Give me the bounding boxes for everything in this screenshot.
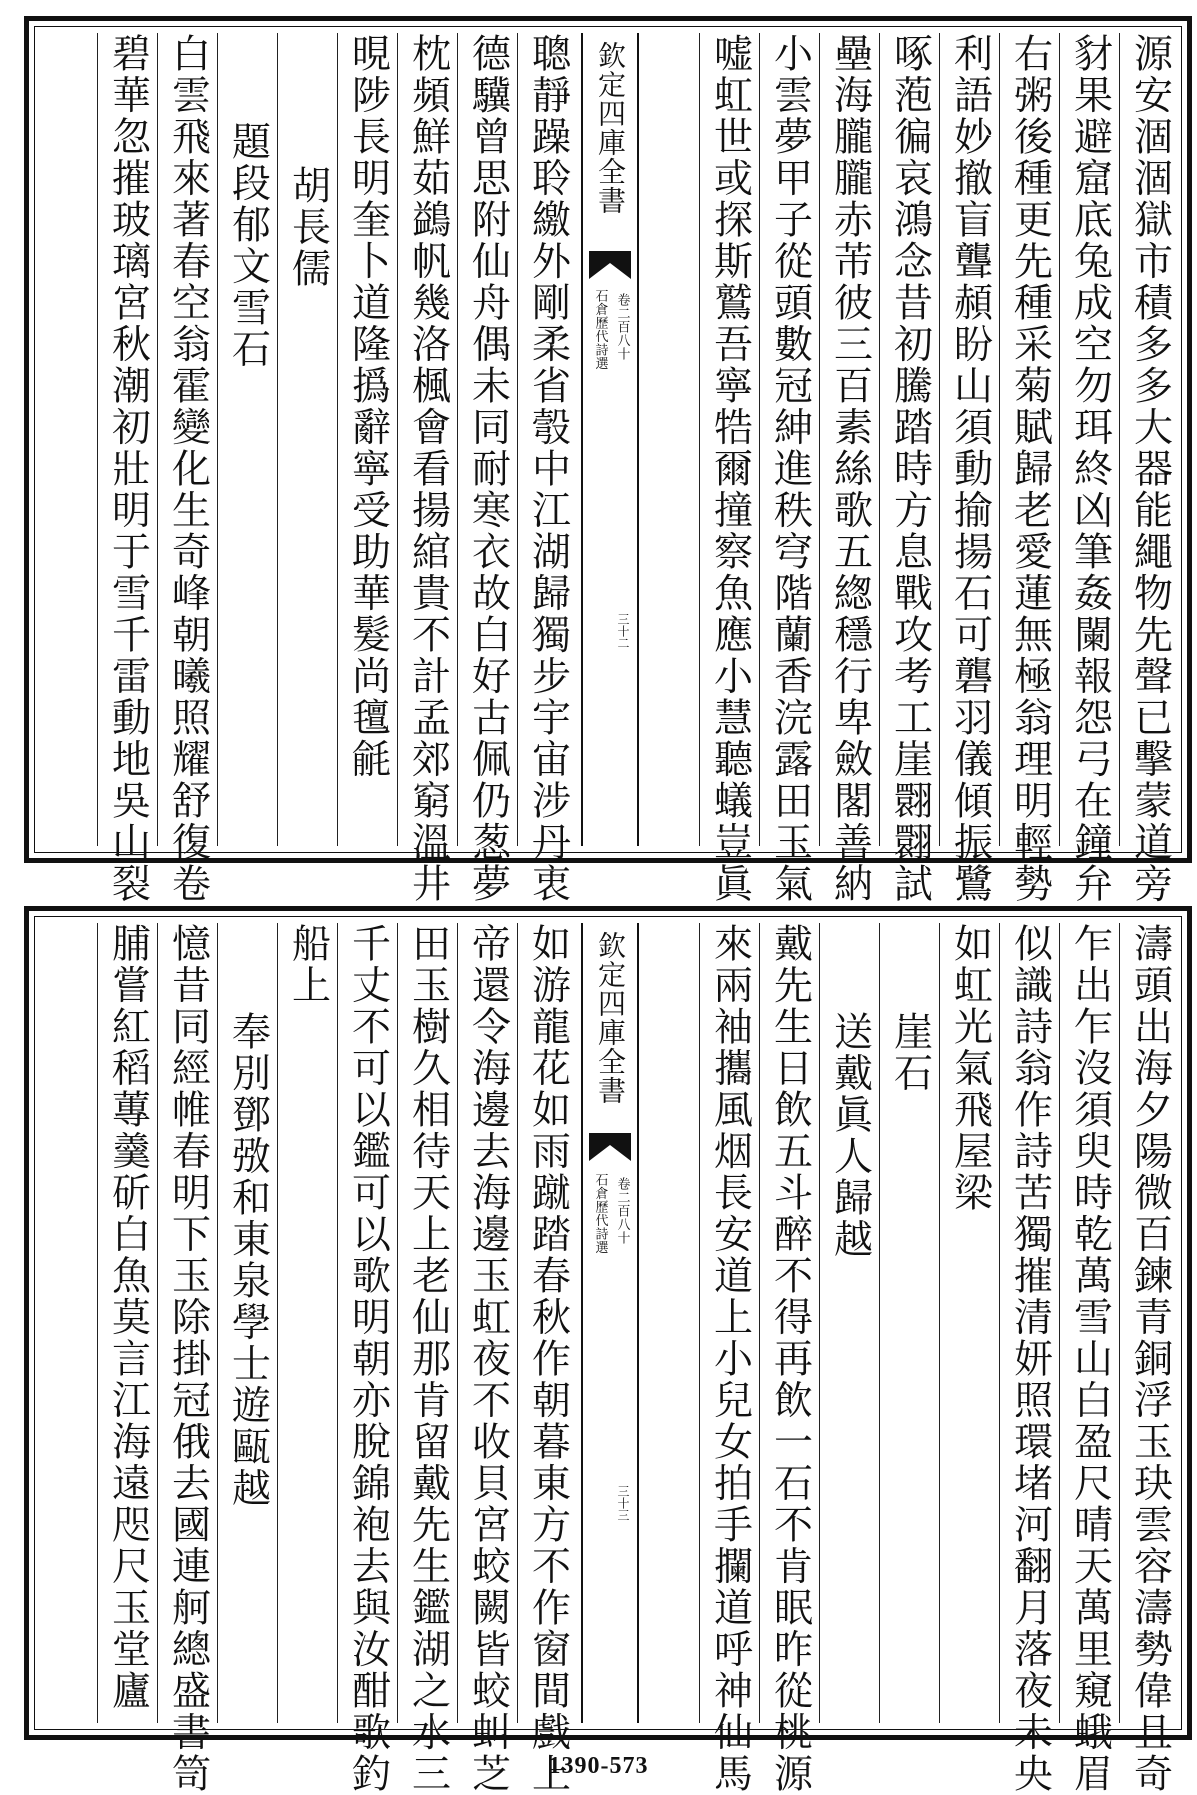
column-text: 聰靜躁聆繳外剛柔省彀中江湖歸獨步宇宙涉丹衷	[525, 33, 571, 905]
bottom-center-strip	[581, 923, 639, 1723]
bottom-page-number: 三十三	[616, 1485, 630, 1521]
text-column	[939, 33, 1000, 905]
column-text: 如游龍花如雨蹴踏春秋作朝暮東方不作窗間戲上	[525, 923, 571, 1795]
column-text: 脯嘗紅稻蓴羹斫白魚莫言江海遠咫尺玉堂廬	[105, 923, 151, 1712]
text-column	[277, 923, 338, 1723]
column-text: 題段郁文雪石	[225, 121, 271, 370]
column-text: 濤頭出海夕陽微百鍊青銅浮玉玦雲容濤勢偉且奇	[1127, 923, 1173, 1795]
text-column	[699, 33, 760, 905]
column-text: 送戴眞人歸越	[827, 1011, 873, 1260]
top-fish-tail-mark	[589, 251, 631, 279]
column-text: 胡長儒	[285, 165, 331, 290]
bottom-fish-tail-mark	[589, 1133, 631, 1161]
text-column	[217, 923, 278, 1723]
text-column	[759, 923, 820, 1795]
text-column	[517, 33, 578, 905]
column-text: 如虹光氣飛屋梁	[947, 923, 993, 1214]
text-column	[157, 33, 218, 905]
text-column	[517, 923, 578, 1795]
text-column	[759, 33, 820, 905]
text-column	[277, 33, 338, 846]
text-column	[999, 33, 1060, 905]
column-text: 奉別鄧㢸和東泉學士遊甌越	[225, 1011, 271, 1509]
text-column	[1059, 33, 1120, 905]
bottom-chapter: 卷二百八十	[614, 1177, 630, 1245]
top-page-number: 三十二	[616, 613, 630, 649]
column-text: 白雲飛來著春空翁霍變化生奇峰朝曦照耀舒復卷	[165, 33, 211, 905]
column-text: 憶昔同經帷春明下玉除掛冠俄去國連舸總盛書笥	[165, 923, 211, 1795]
top-book-title: 欽定四庫全書	[594, 41, 627, 215]
column-text: 德驥曾思附仙舟偶未同耐寒衣故白好古佩仍葱夢	[465, 33, 511, 905]
column-text: 田玉樹久相待天上老仙那肯留戴先生鑑湖之水三	[405, 923, 451, 1795]
text-column	[1059, 923, 1120, 1795]
column-text: 晛陟長明奎卜道隆撝辭寧受助華髮尚氊毹	[345, 33, 391, 780]
top-chapter: 卷二百八十	[614, 293, 630, 361]
text-column	[337, 923, 398, 1795]
text-column	[1119, 33, 1180, 905]
text-column	[157, 923, 218, 1795]
column-text: 帝還令海邊去海邊玉虹夜不收貝宮蛟闕皆蛟虯芝	[465, 923, 511, 1795]
column-text: 利語妙撤盲聾頳盼山須動揄揚石可礱羽儀傾振鷺	[947, 33, 993, 905]
column-text: 崖石	[887, 1011, 933, 1094]
text-column	[879, 33, 940, 905]
column-text: 船上	[285, 923, 331, 1006]
text-column	[1119, 923, 1180, 1795]
bottom-source: 石倉歷代詩選	[592, 1173, 608, 1254]
text-column	[457, 33, 518, 905]
text-column	[879, 923, 940, 1723]
column-text: 乍出乍沒須臾時乾萬雪山白盈尺晴天萬里窺蛾眉	[1067, 923, 1113, 1795]
text-column	[939, 923, 1000, 1723]
bottom-book-title: 欽定四庫全書	[594, 931, 627, 1105]
column-text: 枕頻鮮茹鷁帆幾洛楓會看揚綰貴不計孟郊窮溫井	[405, 33, 451, 905]
column-text: 來兩袖攜風烟長安道上小兒女拍手攔道呼神仙馬	[707, 923, 753, 1795]
top-source-chapter: 石倉歷代詩選	[592, 289, 608, 370]
text-column	[397, 33, 458, 905]
text-column	[457, 923, 518, 1795]
top-page	[24, 16, 1192, 905]
top-center-strip	[581, 33, 639, 846]
column-text: 碧華忽摧玻璃宮秋潮初壯明于雪千雷動地吳山裂	[105, 33, 151, 905]
text-column	[97, 923, 158, 1723]
column-text: 右粥後種更先種采菊賦歸老愛蓮無極翁理明輕勢	[1007, 33, 1053, 905]
column-text: 源安涸涸獄市積多多大器能繩物先聲已擊蒙道旁	[1127, 33, 1173, 905]
text-column	[819, 923, 880, 1723]
page-footer-number: 1390-573	[548, 1753, 649, 1779]
column-text: 小雲夢甲子從頭數冠紳進秩穹階蘭香浣露田玉氣	[767, 33, 813, 905]
column-text: 豺果避窟底兔成空勿珥終凶筆姦闌報怨弓在鐘弁	[1067, 33, 1113, 905]
column-text: 戴先生日飲五斗醉不得再飲一石不肯眠昨從桃源	[767, 923, 813, 1795]
text-column	[217, 33, 278, 846]
text-column	[999, 923, 1060, 1795]
text-column	[97, 33, 158, 905]
text-column	[397, 923, 458, 1795]
text-column	[699, 923, 760, 1795]
text-column	[819, 33, 880, 905]
column-text: 似識詩翁作詩苦獨摧清妍照環堵河翻月落夜未央	[1007, 923, 1053, 1795]
column-text: 嘘虹世或探斯鷲吾寧牿爾撞察魚應小慧聽蟻豈眞	[707, 33, 753, 905]
column-text: 壘海朧朧赤芾彼三百素絲歌五緫穩行卑斂閣善納	[827, 33, 873, 905]
column-text: 千丈不可以鑑可以歌明朝亦脫錦袍去與汝酣歌釣	[345, 923, 391, 1795]
column-text: 啄萢徧哀鴻念昔初騰踏時方息戰攻考工崖翾翾試	[887, 33, 933, 905]
text-column	[337, 33, 398, 846]
